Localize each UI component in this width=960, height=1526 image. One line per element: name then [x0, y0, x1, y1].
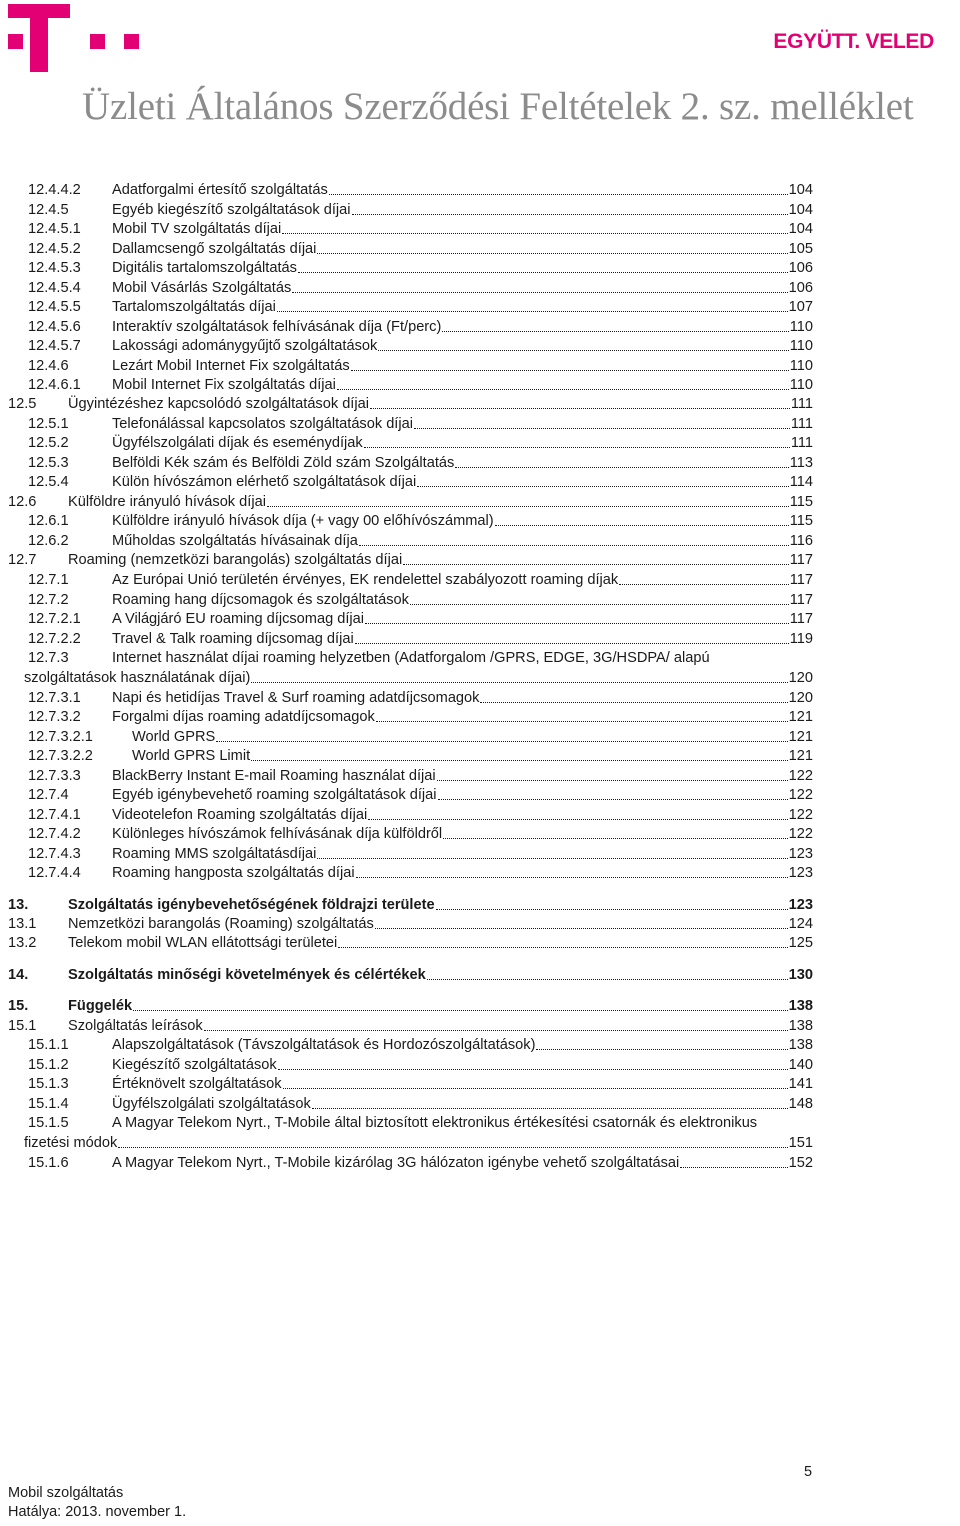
toc-entry[interactable] [0, 707, 960, 727]
toc-entry-page: 122 [788, 807, 813, 823]
dot-leader [443, 838, 787, 839]
toc-entry-title: A Magyar Telekom Nyrt., T-Mobile kizárólag 3G hálózaton igénybe vehető szolgáltatásai [112, 1155, 680, 1171]
toc-entry-title: A Világjáró EU roaming díjcsomag díjai [112, 611, 365, 627]
dot-leader [292, 292, 787, 293]
toc-entry-title: Külön hívószámon elérhető szolgáltatások díjai [112, 474, 417, 490]
dot-leader [417, 486, 789, 487]
toc-entry[interactable] [0, 824, 960, 844]
toc-entry-number: 15.1.2 [28, 1057, 69, 1073]
toc-entry-number: 13.2 [8, 935, 37, 951]
toc-entry[interactable] [0, 394, 960, 414]
toc-entry-page: 130 [788, 967, 813, 983]
toc-entry-title: BlackBerry Instant E-mail Roaming használat díjai [112, 768, 436, 784]
toc-entry-page: 121 [788, 748, 813, 764]
toc-entry-page: 117 [789, 572, 813, 588]
dot-leader [495, 525, 789, 526]
toc-entry-title: Telefonálással kapcsolatos szolgáltatások díjai [112, 416, 413, 432]
toc-entry-page: 122 [788, 826, 813, 842]
toc-entry[interactable] [0, 863, 960, 883]
toc-entry-title: Egyéb igénybevehető roaming szolgáltatások díjai [112, 787, 437, 803]
dot-leader [351, 370, 789, 371]
toc-entry[interactable] [0, 785, 960, 805]
dot-leader [480, 702, 787, 703]
toc-entry-title: Travel & Talk roaming díjcsomag díjai [112, 631, 354, 647]
toc-entry-title: Videotelefon Roaming szolgáltatás díjai [112, 807, 368, 823]
toc-entry-page: 105 [788, 241, 813, 257]
toc-entry-title: Adatforgalmi értesítő szolgáltatás [112, 182, 328, 198]
toc-entry-page: 119 [789, 631, 813, 647]
footer-effective-date: Hatálya: 2013. november 1. [8, 1504, 187, 1520]
toc-entry[interactable] [0, 1153, 960, 1173]
toc-entry[interactable] [0, 258, 960, 278]
toc-entry-number: 12.7.2.1 [28, 611, 81, 627]
toc-entry-page: 115 [789, 513, 813, 529]
toc-entry-page: 111 [790, 435, 813, 451]
toc-entry-page: 152 [788, 1155, 813, 1171]
toc-entry[interactable] [0, 219, 960, 239]
toc-entry-title: Értéknövelt szolgáltatások [112, 1076, 282, 1092]
toc-entry[interactable] [0, 1094, 960, 1114]
dot-leader [355, 643, 789, 644]
toc-entry-number: 12.5.2 [28, 435, 69, 451]
toc-entry-page: 117 [789, 611, 813, 627]
toc-entry-number: 15.1.3 [28, 1076, 69, 1092]
toc-entry[interactable] [0, 1035, 960, 1055]
toc-entry[interactable] [0, 895, 960, 915]
dot-leader [277, 311, 788, 312]
toc-entry-title: Lezárt Mobil Internet Fix szolgáltatás [112, 358, 350, 374]
toc-entry-number: 12.4.5.5 [28, 299, 81, 315]
dot-leader [378, 350, 788, 351]
toc-entry-title: Digitális tartalomszolgáltatás [112, 260, 297, 276]
toc-entry[interactable] [0, 433, 960, 453]
dot-leader [118, 1147, 787, 1148]
toc-entry-title: Mobil Vásárlás Szolgáltatás [112, 280, 292, 296]
toc-entry-number: 12.4.5.3 [28, 260, 81, 276]
dot-leader [317, 858, 787, 859]
toc-entry-number: 15.1.1 [28, 1037, 69, 1053]
toc-entry-page: 117 [789, 592, 813, 608]
toc-entry-page: 115 [789, 494, 813, 510]
toc-entry-number: 15.1.6 [28, 1155, 69, 1171]
toc-entry-title: Roaming hangposta szolgáltatás díjai [112, 865, 355, 881]
toc-entry-number: 12.5 [8, 396, 37, 412]
dot-leader [375, 928, 788, 929]
dot-leader [337, 389, 789, 390]
toc-entry-title: Ügyfélszolgálati szolgáltatások [112, 1096, 311, 1112]
dot-leader [365, 623, 789, 624]
dot-leader [368, 819, 787, 820]
toc-entry-title: Napi és hetidíjas Travel & Surf roaming adatdíjcsomagok [112, 690, 480, 706]
toc-entry-title: Függelék [68, 998, 133, 1014]
toc-entry[interactable] [0, 531, 960, 551]
toc-entry-title: Az Európai Unió területén érvényes, EK rendelettel szabályozott roaming díjak [112, 572, 619, 588]
toc-entry[interactable] [0, 336, 960, 356]
toc-entry-page: 106 [788, 260, 813, 276]
toc-entry-number: 12.7.3 [28, 650, 69, 666]
dot-leader [282, 233, 787, 234]
toc-entry-page: 117 [789, 552, 813, 568]
dot-leader [403, 564, 789, 565]
toc-entry-title: A Magyar Telekom Nyrt., T-Mobile által biztosított elektronikus értékesítési csatornák és elektronikus [112, 1115, 758, 1131]
toc-entry-continuation[interactable] [0, 1133, 960, 1153]
toc-entry-page: 138 [788, 1018, 813, 1034]
toc-entry[interactable] [0, 180, 960, 200]
toc-entry-number: 12.7.4.2 [28, 826, 81, 842]
toc-entry-page: 110 [789, 338, 813, 354]
toc-entry-number: 12.7.4.3 [28, 846, 81, 862]
toc-entry-number: 12.4.4.2 [28, 182, 81, 198]
toc-entry-page: 120 [788, 690, 813, 706]
toc-entry-number: 12.7.4.4 [28, 865, 81, 881]
toc-entry-number: 13.1 [8, 916, 37, 932]
toc-entry-page: 111 [790, 416, 813, 432]
dot-leader [283, 1088, 788, 1089]
toc-entry-number: 12.6.2 [28, 533, 69, 549]
toc-entry-title: Telekom mobil WLAN ellátottsági területei [68, 935, 338, 951]
dot-leader [455, 467, 788, 468]
dot-leader [437, 780, 788, 781]
toc-entry[interactable] [0, 511, 960, 531]
toc-entry-number: 12.4.5 [28, 202, 69, 218]
toc-entry[interactable] [0, 727, 960, 747]
toc-entry[interactable] [0, 805, 960, 825]
toc-entry-page: 123 [788, 846, 813, 862]
toc-entry-page: 116 [789, 533, 813, 549]
dot-leader [376, 721, 788, 722]
toc-entry-title: World GPRS Limit [132, 748, 251, 764]
dot-leader [133, 1010, 788, 1011]
toc-entry-page: 111 [790, 396, 813, 412]
toc-entry-title: Szolgáltatás igénybevehetőségének földrajzi területe [68, 897, 435, 913]
toc-entry-title: Tartalomszolgáltatás díjai [112, 299, 276, 315]
dot-leader [298, 272, 788, 273]
toc-entry-title: Internet használat díjai roaming helyzetben (Adatforgalom /GPRS, EDGE, 3G/HSDPA/ alapú [112, 650, 710, 666]
toc-entry-number: 12.7.4 [28, 787, 69, 803]
dot-leader [370, 408, 790, 409]
toc-entry[interactable] [0, 933, 960, 953]
toc-entry-title: Interaktív szolgáltatások felhívásának díja (Ft/perc) [112, 319, 442, 335]
toc-entry[interactable] [0, 492, 960, 512]
dot-leader [427, 979, 788, 980]
toc-entry[interactable] [0, 766, 960, 786]
toc-entry-page: 138 [788, 998, 813, 1014]
toc-entry-title: Dallamcsengő szolgáltatás díjai [112, 241, 317, 257]
dot-leader [436, 909, 788, 910]
toc-entry-number: 15.1 [8, 1018, 37, 1034]
dot-leader [216, 741, 787, 742]
document-title: Üzleti Általános Szerződési Feltételek 2. sz. melléklet [82, 85, 914, 128]
dot-leader [442, 331, 788, 332]
toc-entry-page: 148 [788, 1096, 813, 1112]
toc-entry-page: 125 [788, 935, 813, 951]
dot-leader [410, 604, 789, 605]
toc-entry[interactable] [0, 453, 960, 473]
toc-entry[interactable] [0, 965, 960, 985]
toc-entry-title: Egyéb kiegészítő szolgáltatások díjai [112, 202, 351, 218]
toc-entry-number: 12.7.2 [28, 592, 69, 608]
toc-entry-page: 124 [788, 916, 813, 932]
toc-entry-title-continued: fizetési módok [24, 1135, 118, 1151]
toc-entry-number: 12.7.4.1 [28, 807, 81, 823]
toc-entry-number: 15.1.5 [28, 1115, 69, 1131]
toc-entry-title: Roaming hang díjcsomagok és szolgáltatások [112, 592, 409, 608]
dot-leader [251, 760, 788, 761]
toc-entry-number: 15. [8, 998, 29, 1014]
toc-entry-title: World GPRS [132, 729, 216, 745]
toc-entry-number: 12.7.2.2 [28, 631, 81, 647]
toc-entry[interactable] [0, 278, 960, 298]
toc-entry-title: Belföldi Kék szám és Belföldi Zöld szám Szolgáltatás [112, 455, 455, 471]
toc-entry-title: Műholdas szolgáltatás hívásainak díja [112, 533, 358, 549]
toc-entry-page: 114 [789, 474, 813, 490]
toc-entry-page: 104 [788, 202, 813, 218]
toc-entry[interactable] [0, 590, 960, 610]
toc-entry-title: Alapszolgáltatások (Távszolgáltatások és Hordozószolgáltatások) [112, 1037, 536, 1053]
toc-entry[interactable] [0, 414, 960, 434]
toc-entry[interactable] [0, 200, 960, 220]
toc-entry-page: 107 [788, 299, 813, 315]
toc-entry[interactable] [0, 1113, 960, 1133]
toc-entry[interactable] [0, 914, 960, 934]
dot-leader [329, 194, 788, 195]
toc-entry-title: Kiegészítő szolgáltatások [112, 1057, 277, 1073]
dot-leader [356, 877, 788, 878]
toc-entry-title: Nemzetközi barangolás (Roaming) szolgáltatás [68, 916, 374, 932]
toc-entry[interactable] [0, 472, 960, 492]
footer [8, 1484, 186, 1522]
toc-entry-number: 12.7.3.2.2 [28, 748, 93, 764]
toc-entry-title: Ügyintézéshez kapcsolódó szolgáltatások díjai [68, 396, 369, 412]
toc-entry-continuation[interactable] [0, 668, 960, 688]
dot-leader [352, 214, 788, 215]
toc-entry[interactable] [0, 996, 960, 1016]
toc-entry-page: 138 [788, 1037, 813, 1053]
toc-entry[interactable] [0, 1074, 960, 1094]
toc-entry[interactable] [0, 746, 960, 766]
dot-leader [359, 545, 789, 546]
toc-entry-number: 12.7.3.2.1 [28, 729, 93, 745]
toc-entry-number: 12.4.5.1 [28, 221, 81, 237]
toc-entry-number: 12.4.5.2 [28, 241, 81, 257]
toc-entry-page: 123 [788, 865, 813, 881]
toc-entry-title: Szolgáltatás minőségi követelmények és célértékek [68, 967, 426, 983]
toc-entry-page: 121 [788, 729, 813, 745]
dot-leader [267, 506, 789, 507]
toc-entry[interactable] [0, 570, 960, 590]
toc-entry-page: 106 [788, 280, 813, 296]
toc-entry-title: Külföldre irányuló hívások díjai [68, 494, 266, 510]
dot-leader [338, 947, 787, 948]
toc-entry-number: 12.4.6.1 [28, 377, 81, 393]
toc-entry-page: 104 [788, 221, 813, 237]
toc-entry-title: Forgalmi díjas roaming adatdíjcsomagok [112, 709, 375, 725]
toc-entry[interactable] [0, 648, 960, 668]
toc-entry-page: 113 [789, 455, 813, 471]
toc-entry[interactable] [0, 609, 960, 629]
toc-entry-page: 120 [788, 670, 813, 686]
dot-leader [438, 799, 788, 800]
toc-entry[interactable] [0, 844, 960, 864]
toc-entry[interactable] [0, 375, 960, 395]
toc-entry[interactable] [0, 550, 960, 570]
dot-leader [251, 682, 787, 683]
toc-entry-title: Különleges hívószámok felhívásának díja külföldről [112, 826, 443, 842]
dot-leader [414, 428, 790, 429]
toc-entry-number: 12.5.3 [28, 455, 69, 471]
toc-entry-number: 13. [8, 897, 29, 913]
telekom-logo [8, 4, 148, 74]
toc-entry-title: Szolgáltatás leírások [68, 1018, 203, 1034]
dot-leader [536, 1049, 787, 1050]
toc-entry-title: Külföldre irányuló hívások díja (+ vagy 00 előhívószámmal) [112, 513, 494, 529]
slogan: EGYÜTT. VELED [773, 30, 934, 53]
toc-entry-number: 12.4.5.4 [28, 280, 81, 296]
toc-entry-number: 12.4.5.6 [28, 319, 81, 335]
toc-entry-title: Lakossági adománygyűjtő szolgáltatások [112, 338, 378, 354]
toc-entry-title: Roaming MMS szolgáltatásdíjai [112, 846, 317, 862]
toc-entry[interactable] [0, 1016, 960, 1036]
toc-entry-number: 15.1.4 [28, 1096, 69, 1112]
toc-entry-page: 140 [788, 1057, 813, 1073]
toc-entry-title: Ügyfélszolgálati díjak és eseménydíjak [112, 435, 363, 451]
toc-entry-number: 12.4.5.7 [28, 338, 81, 354]
toc-entry[interactable] [0, 688, 960, 708]
page-number: 5 [804, 1464, 813, 1480]
toc-entry-number: 12.7.1 [28, 572, 69, 588]
toc-entry-title: Mobil TV szolgáltatás díjai [112, 221, 282, 237]
toc-entry-page: 122 [788, 768, 813, 784]
toc-entry[interactable] [0, 317, 960, 337]
footer-service: Mobil szolgáltatás [8, 1485, 124, 1501]
dot-leader [278, 1069, 788, 1070]
toc-entry-page: 141 [788, 1076, 813, 1092]
toc-entry-number: 12.6 [8, 494, 37, 510]
dot-leader [680, 1167, 787, 1168]
toc-entry[interactable] [0, 629, 960, 649]
toc-entry-number: 12.5.4 [28, 474, 69, 490]
toc-entry-number: 12.7 [8, 552, 37, 568]
dot-leader [312, 1108, 788, 1109]
toc-entry[interactable] [0, 356, 960, 376]
dot-leader [204, 1030, 788, 1031]
toc-entry-number: 14. [8, 967, 29, 983]
dot-leader [317, 253, 787, 254]
toc-entry-number: 12.7.3.3 [28, 768, 81, 784]
toc-entry-page: 110 [789, 319, 813, 335]
dot-leader [364, 447, 790, 448]
toc-entry[interactable] [0, 239, 960, 259]
toc-entry-page: 121 [788, 709, 813, 725]
toc-entry[interactable] [0, 1055, 960, 1075]
toc-entry-title-continued: szolgáltatások használatának díjai) [24, 670, 251, 686]
toc-entry-title: Roaming (nemzetközi barangolás) szolgáltatás díjai [68, 552, 403, 568]
toc-entry-number: 12.7.3.2 [28, 709, 81, 725]
toc-entry-number: 12.5.1 [28, 416, 69, 432]
toc-entry-page: 122 [788, 787, 813, 803]
toc-entry-number: 12.6.1 [28, 513, 69, 529]
toc-entry[interactable] [0, 297, 960, 317]
dot-leader [619, 584, 789, 585]
toc-entry-number: 12.4.6 [28, 358, 69, 374]
toc-entry-page: 123 [788, 897, 813, 913]
toc-entry-page: 104 [788, 182, 813, 198]
toc-entry-title: Mobil Internet Fix szolgáltatás díjai [112, 377, 336, 393]
toc-entry-page: 151 [788, 1135, 813, 1151]
toc-entry-number: 12.7.3.1 [28, 690, 81, 706]
toc-entry-page: 110 [789, 358, 813, 374]
toc-entry-page: 110 [789, 377, 813, 393]
